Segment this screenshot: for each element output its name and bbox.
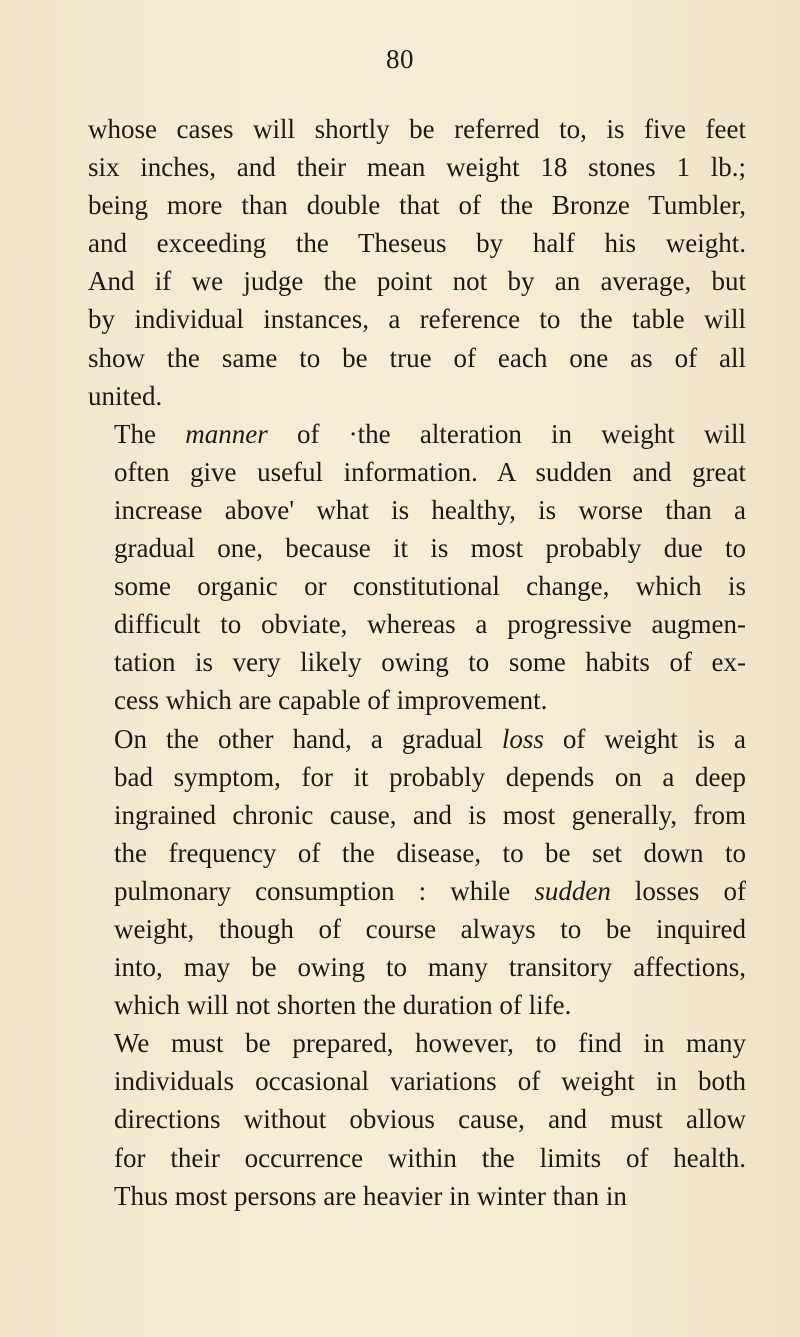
- text-line: increase above' what is healthy, is worse than a: [114, 494, 746, 525]
- text-line: And if we judge the point not by an average, but: [88, 266, 746, 297]
- text-line: directions without obvious cause, and must allow: [114, 1104, 746, 1135]
- text-line: which will not shorten the duration of life.: [114, 990, 572, 1021]
- text-line: difficult to obviate, whereas a progressive augmen-: [114, 609, 746, 640]
- italic-word: manner: [185, 418, 268, 449]
- paragraph: [88, 1024, 746, 1214]
- text-line: whose cases will shortly be referred to, is five feet: [88, 114, 746, 144]
- text-line: some organic or constitutional change, which is: [114, 571, 746, 602]
- text-line: individuals occasional variations of weight in both: [114, 1066, 746, 1097]
- text-line: On the other hand, a gradual loss of weight is a: [114, 723, 746, 754]
- text-line: We must be prepared, however, to find in many: [114, 1028, 746, 1059]
- italic-word: sudden: [534, 875, 611, 906]
- text-line: Thus most persons are heavier in winter than in: [114, 1180, 627, 1211]
- text-line: pulmonary consumption : while sudden losses of: [114, 875, 747, 906]
- text-line: show the same to be true of each one as of all: [88, 342, 746, 373]
- text-line: the frequency of the disease, to be set down to: [114, 837, 746, 868]
- page-number: 80: [386, 44, 414, 74]
- text-line: often give useful information. A sudden and great: [114, 456, 746, 487]
- text-line: cess which are capable of improvement.: [114, 685, 548, 716]
- text-line: and exceeding the Theseus by half his weight.: [88, 228, 746, 259]
- text-line: ingrained chronic cause, and is most generally, from: [114, 799, 746, 830]
- paragraph: [88, 720, 746, 1025]
- text-line: by individual instances, a reference to the table will: [88, 304, 746, 335]
- text-line: for their occurrence within the limits of health.: [114, 1142, 746, 1173]
- paragraph: [88, 415, 746, 720]
- text-line: united.: [88, 380, 163, 411]
- text-line: bad symptom, for it probably depends on a deep: [114, 761, 746, 792]
- body-text: [88, 110, 746, 1215]
- text-line: weight, though of course always to be inquired: [114, 913, 746, 944]
- text-line: The manner of ·the alteration in weight will: [114, 418, 747, 449]
- text-line: into, may be owing to many transitory affections,: [114, 952, 746, 983]
- text-line: gradual one, because it is most probably due to: [114, 533, 746, 564]
- paragraph: [88, 110, 746, 415]
- text-line: six inches, and their mean weight 18 stones 1 lb.;: [88, 152, 746, 183]
- text-line: tation is very likely owing to some habits of ex-: [114, 647, 746, 678]
- italic-word: loss: [501, 723, 544, 754]
- text-line: being more than double that of the Bronze Tumbler,: [88, 190, 746, 221]
